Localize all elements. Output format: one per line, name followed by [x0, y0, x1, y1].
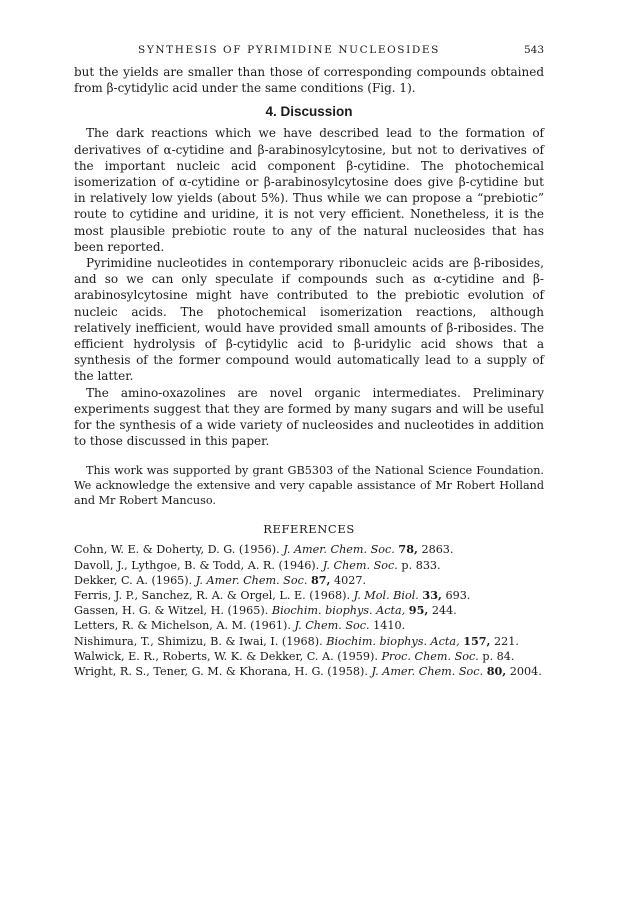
reference-authors: Wright, R. S., Tener, G. M. & Khorana, H. G. (1958).: [74, 665, 368, 679]
reference-item: [74, 634, 544, 649]
reference-volume: 95,: [408, 603, 429, 618]
reference-pages: 244.: [431, 604, 457, 618]
reference-journal: J. Amer. Chem. Soc.: [283, 543, 395, 557]
reference-journal: J. Amer. Chem. Soc.: [195, 573, 308, 587]
reference-authors: Ferris, J. P., Sanchez, R. A. & Orgel, L. E. (1968).: [74, 589, 351, 603]
reference-pages: 221.: [494, 634, 519, 648]
reference-authors: Dekker, C. A. (1965).: [74, 573, 193, 587]
acknowledgement: This work was supported by grant GB5303 of the National Science Foundation. We acknowledge the extensive and very capable assistance of Mr Robert Holland and Mr Robert Mancuso.: [74, 464, 544, 508]
reference-item: [74, 618, 544, 633]
reference-pages: 1410.: [373, 619, 406, 633]
reference-journal: J. Amer. Chem. Soc.: [371, 665, 484, 679]
discussion-paragraph: The dark reactions which we have described lead to the formation of derivatives of α-cytidine and β-arabinosylcytosine, but not to derivatives of the important nucleic acid component β-cytidine. The photochemical isomerization of α-cytidine or β-arabinosylcytosine does give β-cytidine but in relatively low yields (about 5%). Thus while we can propose a “prebiotic” route to cytidine and uridine, it is not very efficient. Nonetheless, it is the most plausible prebiotic route to any of the natural nucleosides that has been reported.: [74, 126, 544, 254]
running-header: [74, 44, 544, 60]
section-heading: 4. Discussion: [265, 104, 353, 120]
article-body: [74, 64, 544, 679]
reference-authors: Cohn, W. E. & Doherty, D. G. (1956).: [74, 543, 280, 557]
reference-volume: 157,: [463, 633, 491, 648]
references-title: REFERENCES: [263, 522, 355, 537]
intro-paragraph: but the yields are smaller than those of corresponding compounds obtained from β-cytidylic acid under the same conditions (Fig. 1).: [74, 65, 544, 96]
reference-pages: 2004.: [509, 665, 542, 679]
reference-pages: p. 84.: [482, 649, 515, 663]
reference-pages: p. 833.: [401, 558, 441, 572]
reference-authors: Gassen, H. G. & Witzel, H. (1965).: [74, 604, 269, 618]
reference-item: [74, 573, 544, 588]
reference-pages: 4027.: [334, 573, 367, 587]
reference-journal: Proc. Chem. Soc.: [381, 649, 479, 663]
reference-authors: Nishimura, T., Shimizu, B. & Iwai, I. (1968).: [74, 634, 323, 648]
running-title: SYNTHESIS OF PYRIMIDINE NUCLEOSIDES: [138, 44, 440, 56]
reference-pages: 693.: [445, 589, 471, 603]
reference-item: [74, 558, 544, 573]
reference-item: [74, 542, 544, 557]
reference-item: [74, 664, 544, 679]
discussion-paragraph: The amino-oxazolines are novel organic intermediates. Preliminary experiments suggest that they are formed by many sugars and will be useful for the synthesis of a wide variety of nucleosides and nucleotides in addition to those discussed in this paper.: [74, 385, 544, 449]
reference-authors: Walwick, E. R., Roberts, W. K. & Dekker, C. A. (1959).: [74, 649, 378, 663]
reference-list: [74, 542, 544, 679]
reference-journal: Biochim. biophys. Acta,: [326, 634, 460, 648]
reference-volume: 78,: [398, 542, 418, 557]
reference-journal: Biochim. biophys. Acta,: [271, 604, 406, 618]
reference-item: [74, 603, 544, 618]
reference-journal: J. Chem. Soc.: [322, 558, 398, 572]
reference-journal: J. Mol. Biol.: [353, 589, 419, 603]
page-number: 543: [523, 44, 544, 56]
reference-authors: Letters, R. & Michelson, A. M. (1961).: [74, 619, 291, 633]
reference-volume: 87,: [310, 572, 331, 587]
reference-authors: Davoll, J., Lythgoe, B. & Todd, A. R. (1946).: [74, 558, 320, 572]
reference-pages: 2863.: [421, 543, 454, 557]
reference-volume: 33,: [422, 588, 442, 603]
reference-volume: 80,: [486, 664, 507, 679]
reference-item: [74, 649, 544, 664]
discussion-paragraph: Pyrimidine nucleotides in contemporary ribonucleic acids are β-ribosides, and so we can only speculate if compounds such as α-cytidine and β-arabinosylcytosine might have contributed to the prebiotic evolution of nucleic acids. The photochemical isomerization reactions, although relatively inefficient, would have provided small amounts of β-ribosides. The efficient hydrolysis of β-cytidylic acid to β-uridylic acid shows that a synthesis of the former compound would automatically lead to a supply of the latter.: [74, 256, 544, 384]
reference-item: [74, 588, 544, 603]
reference-journal: J. Chem. Soc.: [294, 619, 370, 633]
